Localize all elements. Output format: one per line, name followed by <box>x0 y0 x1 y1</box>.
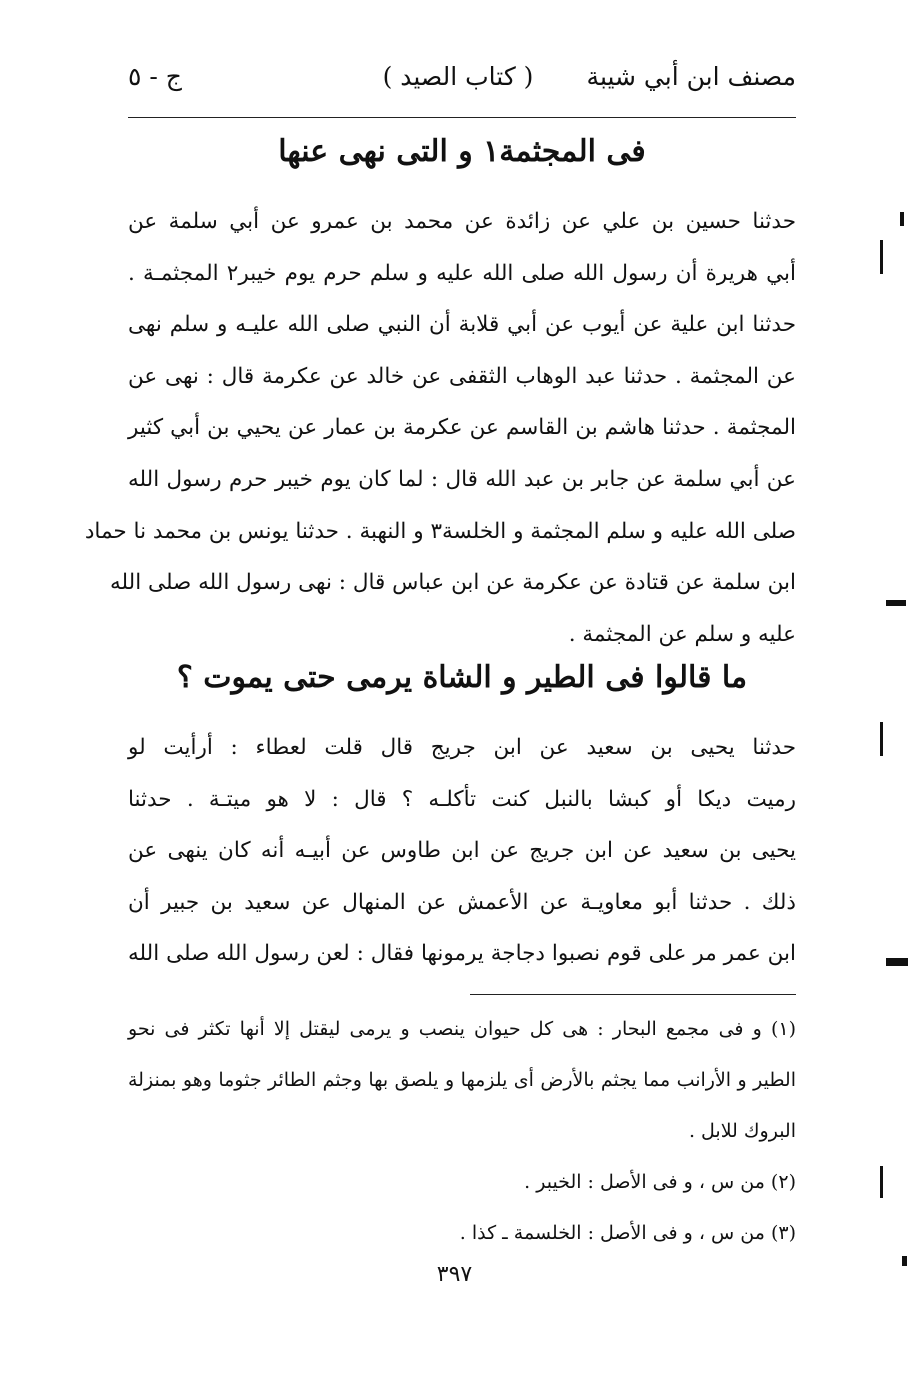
running-header <box>120 58 796 108</box>
footnote-line: (١) و فى مجمع البحار : هى كل حيوان ينصب و يرمى ليقتل إلا أنها تكثر فى نحو <box>128 1018 796 1040</box>
section-body <box>128 722 796 980</box>
footnote-line: (٣) من س ، و فى الأصل : الخلسمة ـ كذا . <box>459 1222 796 1244</box>
header-volume: ج - ٥ <box>128 62 182 91</box>
text-line: المجثمة . حدثنا هاشم بن القاسم عن عكرمة بن عمار عن يحيي بن أبي كثير <box>128 415 796 441</box>
header-chapter: ( كتاب الصيد ) <box>382 62 534 91</box>
section-title: ما قالوا فى الطير و الشاة يرمى حتى يموت ؟ <box>176 660 748 695</box>
text-line: حدثنا حسين بن علي عن زائدة عن محمد بن عمرو عن أبي سلمة عن <box>128 209 796 234</box>
scan-mark <box>880 240 883 274</box>
footnote-rule <box>470 994 796 995</box>
header-rule <box>128 117 796 118</box>
scan-mark <box>900 212 904 226</box>
text-line: عن أبي سلمة عن جابر بن عبد الله قال : لما كان يوم خيبر حرم رسول الله <box>128 466 796 492</box>
text-line: ذلك . حدثنا أبو معاويـة عن الأعمش عن المنهال عن سعيد بن جبير أن <box>128 889 796 915</box>
scan-mark <box>880 1166 883 1198</box>
text-line: ابن عمر مر على قوم نصبوا دجاجة يرمونها فقال : لعن رسول الله صلى الله <box>128 941 796 967</box>
scan-mark <box>886 600 906 606</box>
scan-mark <box>902 1256 907 1266</box>
text-line: يحيى بن سعيد عن ابن جريج عن ابن طاوس عن أبيـه أنه كان ينهى عن <box>128 838 796 864</box>
text-line: حدثنا ابن علية عن أيوب عن أبي قلابة أن النبي صلى الله عليـه و سلم نهى <box>128 312 796 338</box>
text-line: عن المجثمة . حدثنا عبد الوهاب الثقفى عن خالد عن عكرمة قال : نهى عن <box>128 363 796 389</box>
footnotes <box>128 1004 796 1259</box>
footnote-line: (٢) من س ، و فى الأصل : الخيبر . <box>524 1171 796 1193</box>
text-line: رميت ديكا أو كبشا بالنبل كنت تأكلـه ؟ قال : لا هو ميتـة . حدثنا <box>128 786 796 812</box>
text-line: صلى الله عليه و سلم المجثمة و الخلسة٣ و النهبة . حدثنا يونس بن محمد نا حماد <box>84 518 796 544</box>
section-title: فى المجثمة١ و التى نهى عنها <box>278 134 646 169</box>
text-line: حدثنا يحيى بن سعيد عن ابن جريج قال قلت لعطاء : أرأيت لو <box>128 735 796 760</box>
text-line: عليه و سلم عن المجثمة . <box>568 621 796 647</box>
header-book-title: مصنف ابن أبي شيبة <box>586 62 796 91</box>
page-number: ٣٩٧ <box>436 1262 473 1287</box>
section-body <box>84 196 797 660</box>
scan-mark <box>880 722 883 756</box>
footnote-line: الطير و الأرانب مما يجثم بالأرض أى يلزمها و يلصق بها وجثم الطائر جثوما وهو بمنزلة <box>128 1069 796 1091</box>
text-line: ابن سلمة عن قتادة عن عكرمة عن ابن عباس قال : نهى رسول الله صلى الله <box>110 570 796 596</box>
scan-mark <box>886 958 908 966</box>
text-line: أبي هريرة أن رسول الله صلى الله عليه و سلم حرم يوم خيبر٢ المجثمـة . <box>128 260 797 286</box>
footnote-line: البروك للابل . <box>688 1120 796 1142</box>
